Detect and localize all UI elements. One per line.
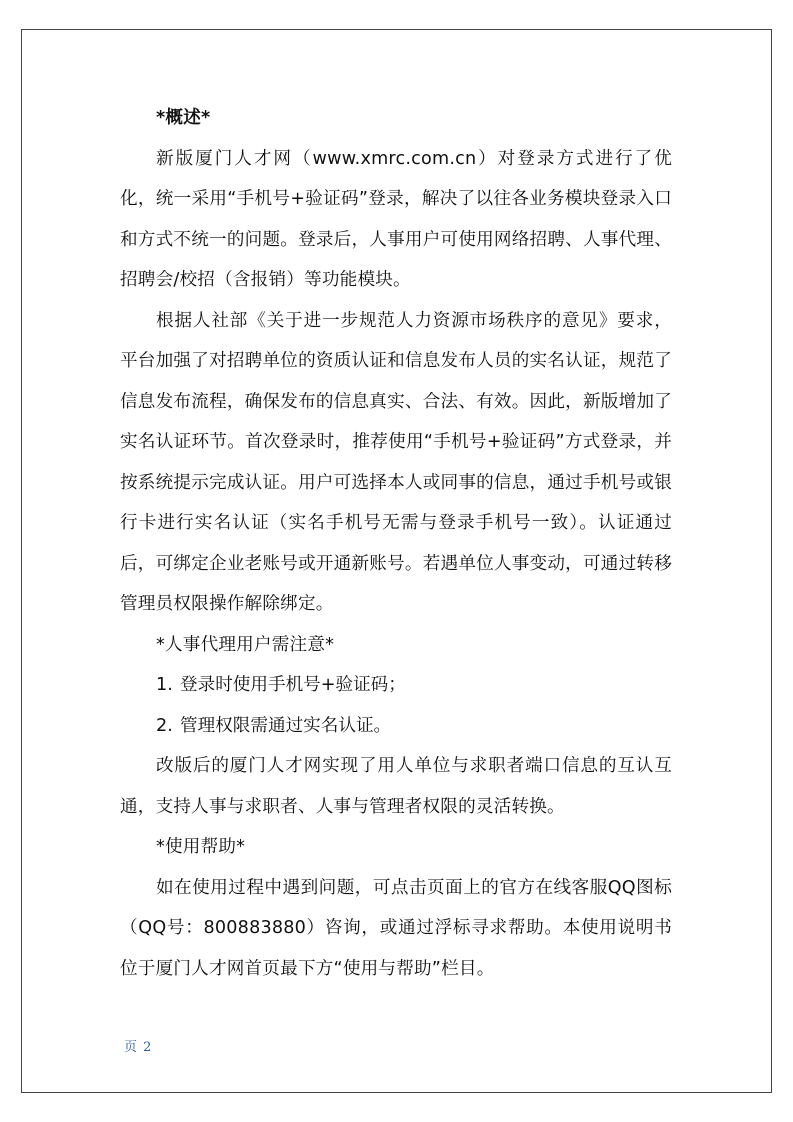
list-item [120, 665, 672, 706]
document-body [120, 98, 672, 989]
heading-overview: *概述* [156, 108, 211, 128]
paragraph-login-optimization: 新版厦门人才网（www.xmrc.com.cn）对登录方式进行了优化，统一采用“手机号+验证码”登录，解决了以往各业务模块登录入口和方式不统一的问题。登录后，人事用户可使用网络招聘、人事代理、招聘会/校招（含报销）等功能模块。 [120, 148, 672, 290]
page-number: 页 2 [124, 1040, 153, 1055]
list-text: 管理权限需通过实名认证。 [180, 715, 392, 736]
list-number: 1. [156, 675, 173, 695]
heading-agency-notice: *人事代理用户需注意* [156, 634, 335, 655]
heading-help: *使用帮助* [156, 837, 246, 857]
paragraph-interconnection: 改版后的厦门人才网实现了用人单位与求职者端口信息的互认互通，支持人事与求职者、人事与管理者权限的灵活转换。 [120, 756, 672, 817]
paragraph-help: 如在使用过程中遇到问题，可点击页面上的官方在线客服QQ图标（QQ号：800883880）咨询，或通过浮标寻求帮助。本使用说明书位于厦门人才网首页最下方“使用与帮助”栏目。 [120, 877, 672, 979]
paragraph-real-name-auth: 根据人社部《关于进一步规范人力资源市场秩序的意见》要求，平台加强了对招聘单位的资质认证和信息发布人员的实名认证，规范了信息发布流程，确保发布的信息真实、合法、有效。因此，新版增加了实名认证环节。首次登录时，推荐使用“手机号+验证码”方式登录，并按系统提示完成认证。用户可选择本人或同事的信息，通过手机号或银行卡进行实名认证（实名手机号无需与登录手机号一致）。认证通过后，可绑定企业老账号或开通新账号。若遇单位人事变动，可通过转移管理员权限操作解除绑定。 [120, 310, 672, 614]
list-item [120, 706, 672, 747]
list-number: 2. [156, 715, 173, 736]
list-text: 登录时使用手机号+验证码； [180, 675, 406, 695]
